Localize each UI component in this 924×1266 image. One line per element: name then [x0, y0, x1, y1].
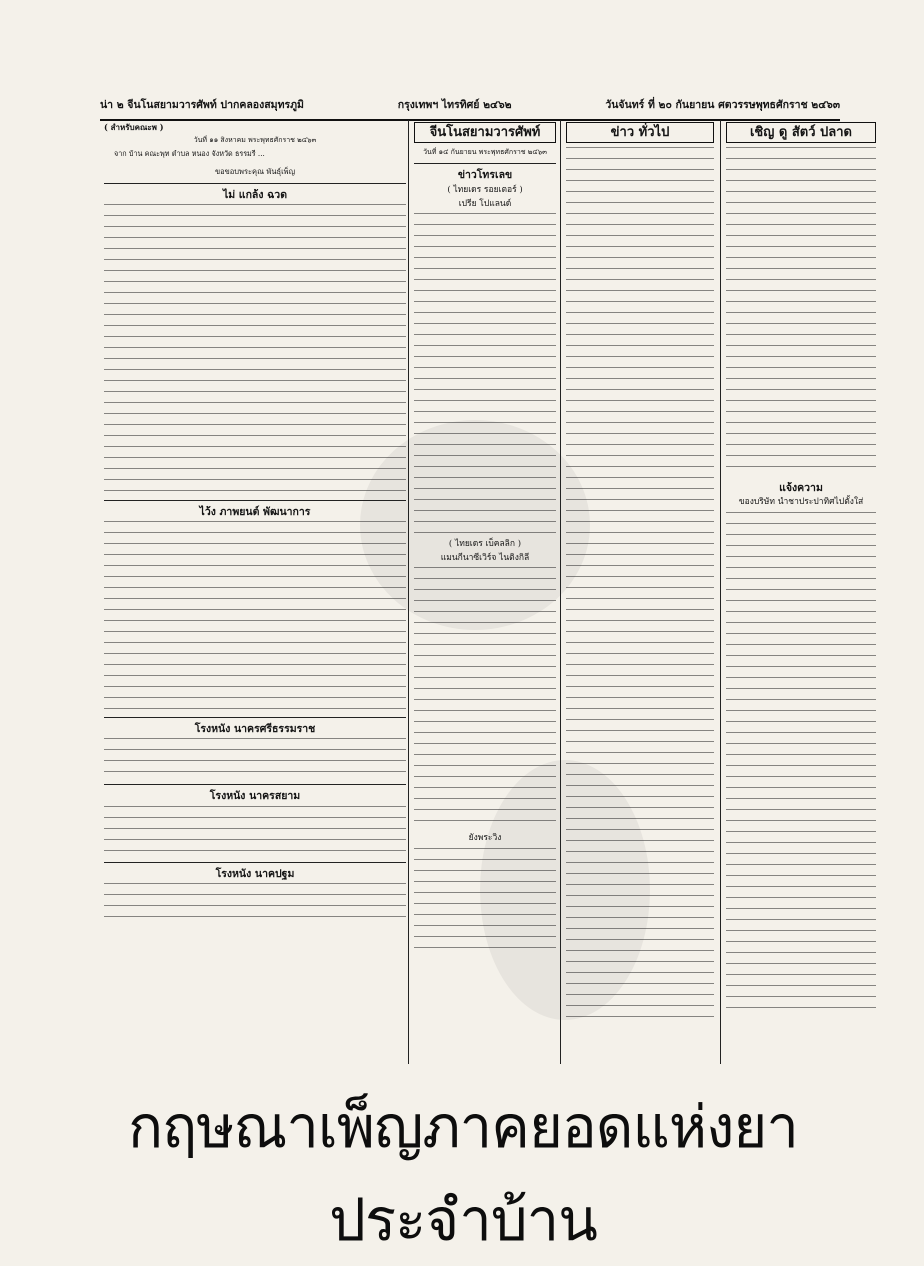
section-heading: ข่าวโทรเลข	[457, 169, 513, 182]
divider	[104, 183, 406, 184]
header-right: วันจันทร์ ที่ ๒๐ กันยายน ศตวรรษพุทธศักราช ๒๔๖๓	[605, 99, 840, 111]
article-text-block	[726, 147, 876, 477]
section-subheading: แมนกีนาซีเวิร์จ ไนติงกิลี	[440, 553, 530, 564]
article-text-block	[104, 738, 406, 778]
section-subheading: ยังพระวิง	[468, 833, 502, 844]
section-heading: โรงหนัง นาครศรีธรรมราช	[194, 723, 316, 736]
article-text-block	[566, 147, 714, 1027]
section-heading: โรงหนัง นาครสยาม	[209, 790, 301, 803]
column-rule	[720, 120, 721, 1064]
page-header	[100, 96, 840, 121]
section-subheading: เปรีย โปแลนด์	[458, 198, 512, 209]
column-rule	[408, 120, 409, 1064]
header-left: น่า ๒ จีนโนสยามวารศัพท์ ปากคลองสมุทรภูมิ	[100, 99, 304, 111]
column-3	[566, 122, 714, 1064]
article-text-block	[414, 567, 556, 827]
column-1-text: จาก บ้าน คณะพุท ตำบล หนอง จังหวัด ธรรมรี ...	[114, 149, 265, 159]
column-4	[726, 122, 876, 1064]
column-rule	[560, 120, 561, 1064]
article-text-block	[414, 213, 556, 533]
section-heading: ไม่ แกล้ง ฉวด	[222, 188, 288, 201]
section-subheading: ( ไทยเดร รอยเตอร์ )	[447, 184, 523, 195]
column-1-label: ( สำหรับคณะพ )	[104, 122, 164, 132]
article-text-block	[414, 848, 556, 958]
article-text-block	[104, 521, 406, 711]
divider	[104, 500, 406, 501]
header-center: กรุงเทพฯ ไทรทิศย์ ๒๔๖๒	[397, 99, 512, 111]
divider	[104, 717, 406, 718]
column-1	[104, 122, 406, 1064]
section-subheading: ของบริษัท นำชาประปาทิศไปตั้งใส่	[738, 497, 864, 508]
masthead: ข่าว ทั่วไป	[566, 122, 714, 143]
article-text-block	[726, 512, 876, 1012]
masthead: เชิญ ดู สัตว์ ปลาด	[726, 122, 876, 143]
article-text-block	[104, 806, 406, 856]
bottom-advertisement: กฤษณาเพ็ญภาคยอดแห่งยาประจำบ้าน	[128, 1093, 798, 1254]
column-2	[414, 122, 556, 1064]
masthead: จีนโนสยามวารศัพท์	[414, 122, 556, 143]
section-heading: ไว้ง ภาพยนต์ พัฒนาการ	[199, 506, 311, 519]
article-text-block	[104, 204, 406, 494]
column-1-signature: ขอขอบพระคุณ พันธุ์เพ็ญ	[215, 166, 295, 176]
section-heading: โรงหนัง นาคปฐม	[215, 867, 295, 880]
section-heading: แจ้งความ	[779, 482, 823, 495]
masthead-date: วันที่ ๑๔ กันยายน พระพุทธศักราช ๒๔๖๓	[423, 148, 547, 157]
divider	[414, 163, 556, 164]
divider	[104, 862, 406, 863]
column-1-date: วันที่ ๑๑ สิงหาคม พระพุทธศักราช ๒๔๖๓	[193, 136, 317, 145]
divider	[104, 784, 406, 785]
article-text-block	[104, 883, 406, 923]
section-subheading: ( ไทยเดร เบ็คลลิก )	[448, 539, 522, 550]
